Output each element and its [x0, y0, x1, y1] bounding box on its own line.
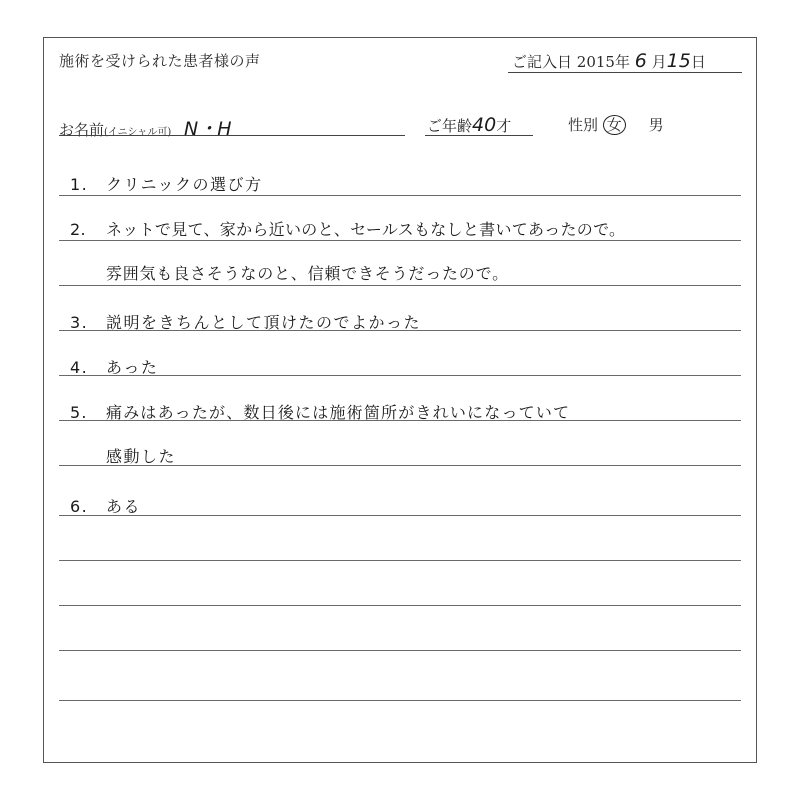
answer-line: [70, 494, 141, 517]
answer-line: [106, 444, 176, 467]
answer-text: ある: [106, 497, 142, 516]
date-day: 15: [666, 50, 691, 72]
ruled-line: [59, 515, 741, 516]
answer-number: 3.: [70, 313, 89, 332]
answer-line: [70, 355, 158, 378]
name-value: N・H: [184, 118, 232, 140]
answer-text: 雰囲気も良さそうなのと、信頼できそうだったので。: [106, 264, 509, 283]
gender-label: 性別: [568, 116, 599, 134]
name-label: お名前: [59, 121, 105, 139]
age-label: ご年齢: [427, 117, 473, 135]
date-label: ご記入日: [512, 53, 573, 71]
answer-line: [70, 217, 625, 240]
gender-field: [568, 114, 664, 135]
name-field: [59, 114, 232, 141]
age-underline: [425, 135, 533, 136]
gender-female-circled: 女: [603, 115, 626, 135]
answer-text: 説明をきちんとして頂けたのでよかった: [106, 313, 422, 332]
gender-male: 男: [648, 116, 664, 134]
answer-number: 1.: [70, 175, 89, 194]
ruled-line: [59, 195, 741, 196]
ruled-line: [59, 650, 741, 651]
name-underline: [59, 135, 405, 136]
answer-number: 5.: [70, 403, 88, 422]
date-month: 6: [634, 50, 647, 72]
form-title: 施術を受けられた患者様の声: [59, 52, 261, 70]
answer-number: 6.: [70, 497, 89, 516]
answer-text: ネットで見て、家から近いのと、セールスもなしと書いてあったので。: [106, 220, 626, 239]
answer-text: クリニックの選び方: [106, 175, 263, 194]
answer-text: 痛みはあったが、数日後には施術箇所がきれいになっていて: [106, 403, 571, 422]
answer-line: [70, 172, 263, 195]
answer-number: 4.: [70, 358, 89, 377]
entry-date: [512, 50, 706, 72]
answer-line: [70, 400, 570, 423]
answer-text: 感動した: [106, 447, 177, 466]
date-year: 2015: [576, 53, 615, 71]
ruled-line: [59, 560, 741, 561]
answer-line: [106, 261, 509, 284]
age-field: [427, 114, 511, 136]
date-year-unit: 年: [614, 53, 630, 71]
date-day-unit: 日: [690, 53, 706, 71]
date-underline: [508, 72, 742, 73]
age-unit: 才: [496, 117, 512, 135]
ruled-line: [59, 285, 741, 286]
answer-text: あった: [106, 358, 159, 377]
answer-number: 2.: [70, 220, 86, 239]
ruled-line: [59, 605, 741, 606]
age-value: 40: [472, 114, 497, 136]
date-month-unit: 月: [651, 53, 667, 71]
ruled-line: [59, 240, 741, 241]
ruled-line: [59, 700, 741, 701]
ruled-line: [59, 375, 741, 376]
answer-line: [70, 310, 421, 333]
name-note: (イニシャル可): [104, 127, 172, 138]
